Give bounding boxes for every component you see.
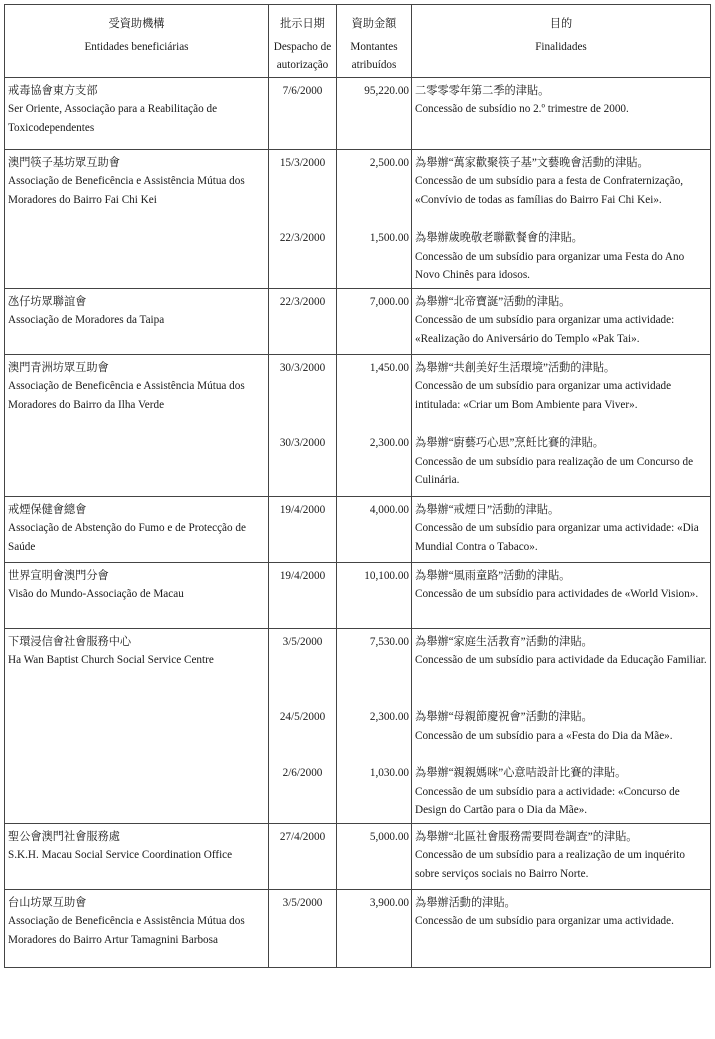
- grant-purpose: [412, 628, 711, 700]
- grant-amount: 7,000.00: [337, 288, 412, 354]
- purpose-pt: Concessão de um subsídio para a festa de Confraternização, «Convívio de todas as famílias do Bairro Fai Chi Kei».: [415, 175, 684, 206]
- header-purpose: [412, 5, 711, 78]
- purpose-zh: 為舉辦“風雨童路”活動的津貼。: [415, 569, 571, 582]
- entity-name-pt: Visão do Mundo-Associação de Macau: [8, 588, 184, 600]
- purpose-zh: 為舉辦“母親節慶祝會”活動的津貼。: [415, 711, 593, 723]
- purpose-pt: Concessão de subsídio no 2.º trimestre de 2000.: [415, 103, 629, 115]
- header-entity: [5, 5, 269, 78]
- header-date-pt: Despacho de autorização: [273, 40, 332, 71]
- grant-date: 30/3/2000: [269, 426, 337, 496]
- grant-date: 24/5/2000: [269, 700, 337, 756]
- entity-name-zh: 戒毒協會東方支部: [8, 84, 98, 97]
- entity-name-pt: Associação de Beneficência e Assistência Mútua dos Moradores do Bairro da Ilha Verde: [8, 380, 245, 411]
- purpose-zh: 為舉辦“北區社會服務需要問卷調查”的津貼。: [415, 830, 638, 843]
- grant-date: 3/5/2000: [269, 889, 337, 967]
- table-row: [5, 77, 711, 149]
- grant-date: 19/4/2000: [269, 496, 337, 562]
- entity-name-zh: 台山坊眾互助會: [8, 896, 87, 909]
- purpose-pt: Concessão de um subsídio para organizar uma actividade intitulada: «Criar um Bom Ambiente para Viver».: [415, 380, 672, 411]
- grant-date: 30/3/2000: [269, 354, 337, 426]
- grant-amount: 4,000.00: [337, 496, 412, 562]
- purpose-pt: Concessão de um subsídio para a realização de um inquérito sobre serviços sociais no Bairro Norte.: [415, 849, 685, 880]
- entity-name-pt: Associação de Beneficência e Assistência Mútua dos Moradores do Bairro Fai Chi Kei: [8, 175, 245, 206]
- entity-name-pt: S.K.H. Macau Social Service Coordination Office: [8, 849, 233, 861]
- grant-purpose: [412, 77, 711, 149]
- entity-name-zh: 世界宣明會澳門分會: [8, 569, 109, 582]
- grant-purpose: [412, 562, 711, 628]
- grant-purpose: [412, 823, 711, 889]
- grant-amount: 3,900.00: [337, 889, 412, 967]
- entity-cell: [5, 823, 269, 889]
- grant-purpose: [412, 889, 711, 967]
- entity-name-zh: 下環浸信會社會服務中心: [8, 635, 132, 648]
- entity-name-zh: 氹仔坊眾聯誼會: [8, 295, 87, 308]
- entity-name-pt: Associação de Beneficência e Assistência Mútua dos Moradores do Bairro Artur Tamagnini Barbosa: [8, 915, 245, 946]
- purpose-zh: 為舉辦“家庭生活教育”活動的津貼。: [415, 635, 593, 648]
- purpose-zh: 為舉辦“北帝寶誕”活動的津貼。: [415, 295, 571, 308]
- entity-name-pt: Ser Oriente, Associação para a Reabilitação de Toxicodependentes: [8, 103, 218, 134]
- entity-name-pt: Associação de Abstenção do Fumo e de Protecção de Saúde: [8, 522, 246, 553]
- purpose-pt: Concessão de um subsídio para realização de um Concurso de Culinária.: [415, 455, 694, 486]
- purpose-zh: 為舉辦“親親媽咪”心意咭設計比賽的津貼。: [415, 767, 627, 779]
- grant-date: 22/3/2000: [269, 221, 337, 288]
- purpose-pt: Concessão de um subsídio para organizar uma actividade: «Dia Mundial Contra o Tabaco».: [415, 522, 699, 553]
- purpose-pt: Concessão de um subsídio para a «Festa do Dia da Mãe».: [415, 729, 673, 742]
- grant-purpose: [412, 756, 711, 823]
- table-row: [5, 889, 711, 967]
- grant-amount: 1,030.00: [337, 756, 412, 823]
- header-date-zh: 批示日期: [280, 18, 325, 30]
- entity-cell: [5, 562, 269, 628]
- table-row: [5, 823, 711, 889]
- grant-date: 2/6/2000: [269, 756, 337, 823]
- entity-cell: [5, 628, 269, 823]
- table-row: [5, 354, 711, 426]
- grant-amount: 1,450.00: [337, 354, 412, 426]
- purpose-zh: 為舉辦“廚藝巧心思”烹飪比賽的津貼。: [415, 437, 604, 449]
- entity-cell: [5, 149, 269, 288]
- entity-cell: [5, 288, 269, 354]
- grant-purpose: [412, 354, 711, 426]
- grant-amount: 95,220.00: [337, 77, 412, 149]
- entity-name-zh: 澳門青洲坊眾互助會: [8, 361, 109, 374]
- entity-name-pt: Ha Wan Baptist Church Social Service Centre: [8, 654, 214, 666]
- header-amount: [337, 5, 412, 78]
- purpose-pt: Concessão de um subsídio para organizar uma Festa do Ano Novo Chinês para idosos.: [415, 250, 685, 281]
- purpose-zh: 二零零零年第二季的津貼。: [415, 84, 550, 97]
- header-entity-zh: 受資助機構: [108, 18, 165, 30]
- purpose-zh: 為舉辦“共創美好生活環境”活動的津貼。: [415, 361, 616, 374]
- grant-purpose: [412, 149, 711, 221]
- header-date: [269, 5, 337, 78]
- entity-cell: [5, 77, 269, 149]
- grant-purpose: [412, 496, 711, 562]
- table-row: [5, 149, 711, 221]
- grant-purpose: [412, 221, 711, 288]
- grant-date: 22/3/2000: [269, 288, 337, 354]
- purpose-pt: Concessão de um subsídio para a actividade: «Concurso de Design do Cartão para o Dia da Mãe».: [415, 785, 680, 816]
- purpose-zh: 為舉辦“萬家歡聚筷子基”文藝晚會活動的津貼。: [415, 156, 649, 169]
- grant-amount: 2,300.00: [337, 700, 412, 756]
- purpose-pt: Concessão de um subsídio para organizar uma actividade: «Realização do Aniversário do Templo «Pak Tai».: [415, 314, 675, 345]
- grants-table: [4, 4, 711, 968]
- grant-date: 3/5/2000: [269, 628, 337, 700]
- table-row: [5, 562, 711, 628]
- header-amount-zh: 資助金額: [351, 18, 397, 30]
- table-row: [5, 496, 711, 562]
- table-row: [5, 288, 711, 354]
- grant-amount: 7,530.00: [337, 628, 412, 700]
- grant-date: 19/4/2000: [269, 562, 337, 628]
- entity-name-pt: Associação de Moradores da Taipa: [8, 314, 165, 326]
- entity-name-zh: 澳門筷子基坊眾互助會: [8, 156, 120, 169]
- purpose-pt: Concessão de um subsídio para actividade da Educação Familiar.: [415, 654, 707, 666]
- grant-amount: 1,500.00: [337, 221, 412, 288]
- grant-amount: 2,300.00: [337, 426, 412, 496]
- grant-amount: 5,000.00: [337, 823, 412, 889]
- grant-date: 7/6/2000: [269, 77, 337, 149]
- table-body: [5, 77, 711, 967]
- grant-amount: 10,100.00: [337, 562, 412, 628]
- header-purpose-zh: 目的: [549, 18, 573, 30]
- grant-date: 27/4/2000: [269, 823, 337, 889]
- entity-name-zh: 聖公會澳門社會服務處: [8, 830, 120, 843]
- purpose-zh: 為舉辦活動的津貼。: [415, 896, 516, 909]
- entity-cell: [5, 889, 269, 967]
- grant-purpose: [412, 288, 711, 354]
- table-row: [5, 628, 711, 700]
- header-entity-pt: Entidades beneficiárias: [84, 40, 189, 53]
- grant-date: 15/3/2000: [269, 149, 337, 221]
- purpose-zh: 為舉辦“戒煙日”活動的津貼。: [415, 503, 560, 516]
- purpose-pt: Concessão de um subsídio para actividades de «World Vision».: [415, 588, 699, 600]
- table-header-row: [5, 5, 711, 78]
- header-amount-pt: Montantes atribuídos: [350, 40, 398, 71]
- entity-name-zh: 戒煙保健會總會: [8, 503, 87, 516]
- grant-amount: 2,500.00: [337, 149, 412, 221]
- purpose-zh: 為舉辦歲晚敬老聯歡餐會的津貼。: [415, 232, 583, 244]
- header-purpose-pt: Finalidades: [535, 40, 587, 53]
- entity-cell: [5, 354, 269, 496]
- purpose-pt: Concessão de um subsídio para organizar uma actividade.: [415, 915, 674, 927]
- grant-purpose: [412, 700, 711, 756]
- grant-purpose: [412, 426, 711, 496]
- entity-cell: [5, 496, 269, 562]
